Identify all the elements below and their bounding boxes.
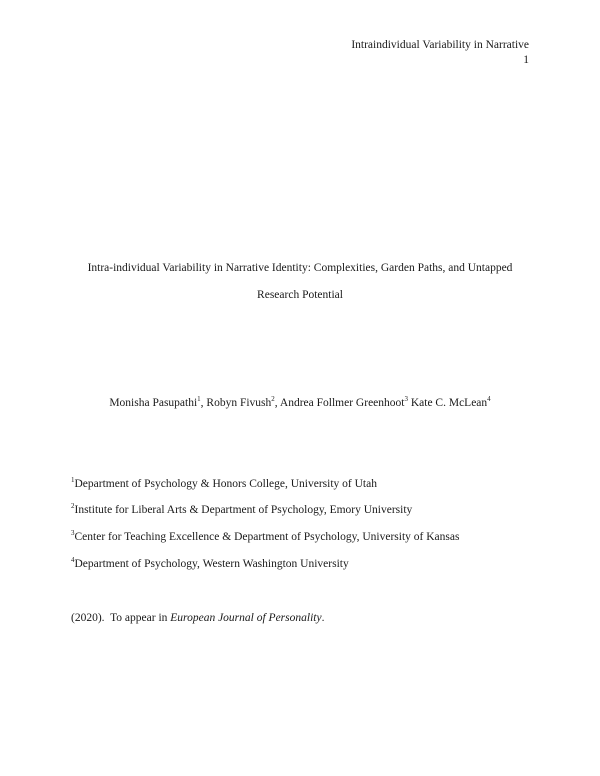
author-affiliation-marker: 2 <box>271 395 275 403</box>
paper-title-line-1: Intra-individual Variability in Narrative Identity: Complexities, Garden Paths, and Untapped <box>87 262 513 274</box>
running-header <box>351 38 529 68</box>
author-affiliation-marker: 4 <box>487 395 491 403</box>
author-affiliation-marker: 1 <box>197 395 201 403</box>
paper-title-line-2: Research Potential <box>257 289 343 301</box>
affiliation-4 <box>71 558 349 570</box>
author-list <box>0 397 600 409</box>
publication-suffix: . <box>321 612 325 624</box>
affiliation-marker: 2 <box>71 502 75 510</box>
affiliation-marker: 4 <box>71 556 75 564</box>
author-separator: , <box>200 397 207 409</box>
author-separator: , <box>274 397 280 409</box>
publication-note <box>71 612 324 624</box>
running-head-title: Intraindividual Variability in Narrative <box>351 39 529 51</box>
affiliation-3 <box>71 531 459 543</box>
author-name: Kate C. McLean <box>410 397 488 409</box>
affiliation-text: Institute for Liberal Arts & Department of Psychology, Emory University <box>74 504 413 516</box>
author-name: Robyn Fivush <box>206 397 272 409</box>
journal-name: European Journal of Personality <box>170 612 322 624</box>
affiliation-1 <box>71 478 377 490</box>
affiliation-text: Center for Teaching Excellence & Department of Psychology, University of Kansas <box>74 531 460 543</box>
affiliation-marker: 3 <box>71 529 75 537</box>
affiliation-marker: 1 <box>71 476 75 484</box>
publication-prefix: (2020). To appear in <box>71 612 171 624</box>
author-name: Monisha Pasupathi <box>109 397 198 409</box>
affiliation-text: Department of Psychology & Honors College, University of Utah <box>74 478 377 490</box>
affiliation-text: Department of Psychology, Western Washington University <box>74 558 349 570</box>
author-affiliation-marker: 3 <box>404 395 408 403</box>
affiliation-2 <box>71 504 412 516</box>
page-number: 1 <box>523 54 529 66</box>
author-name: Andrea Follmer Greenhoot <box>279 397 405 409</box>
